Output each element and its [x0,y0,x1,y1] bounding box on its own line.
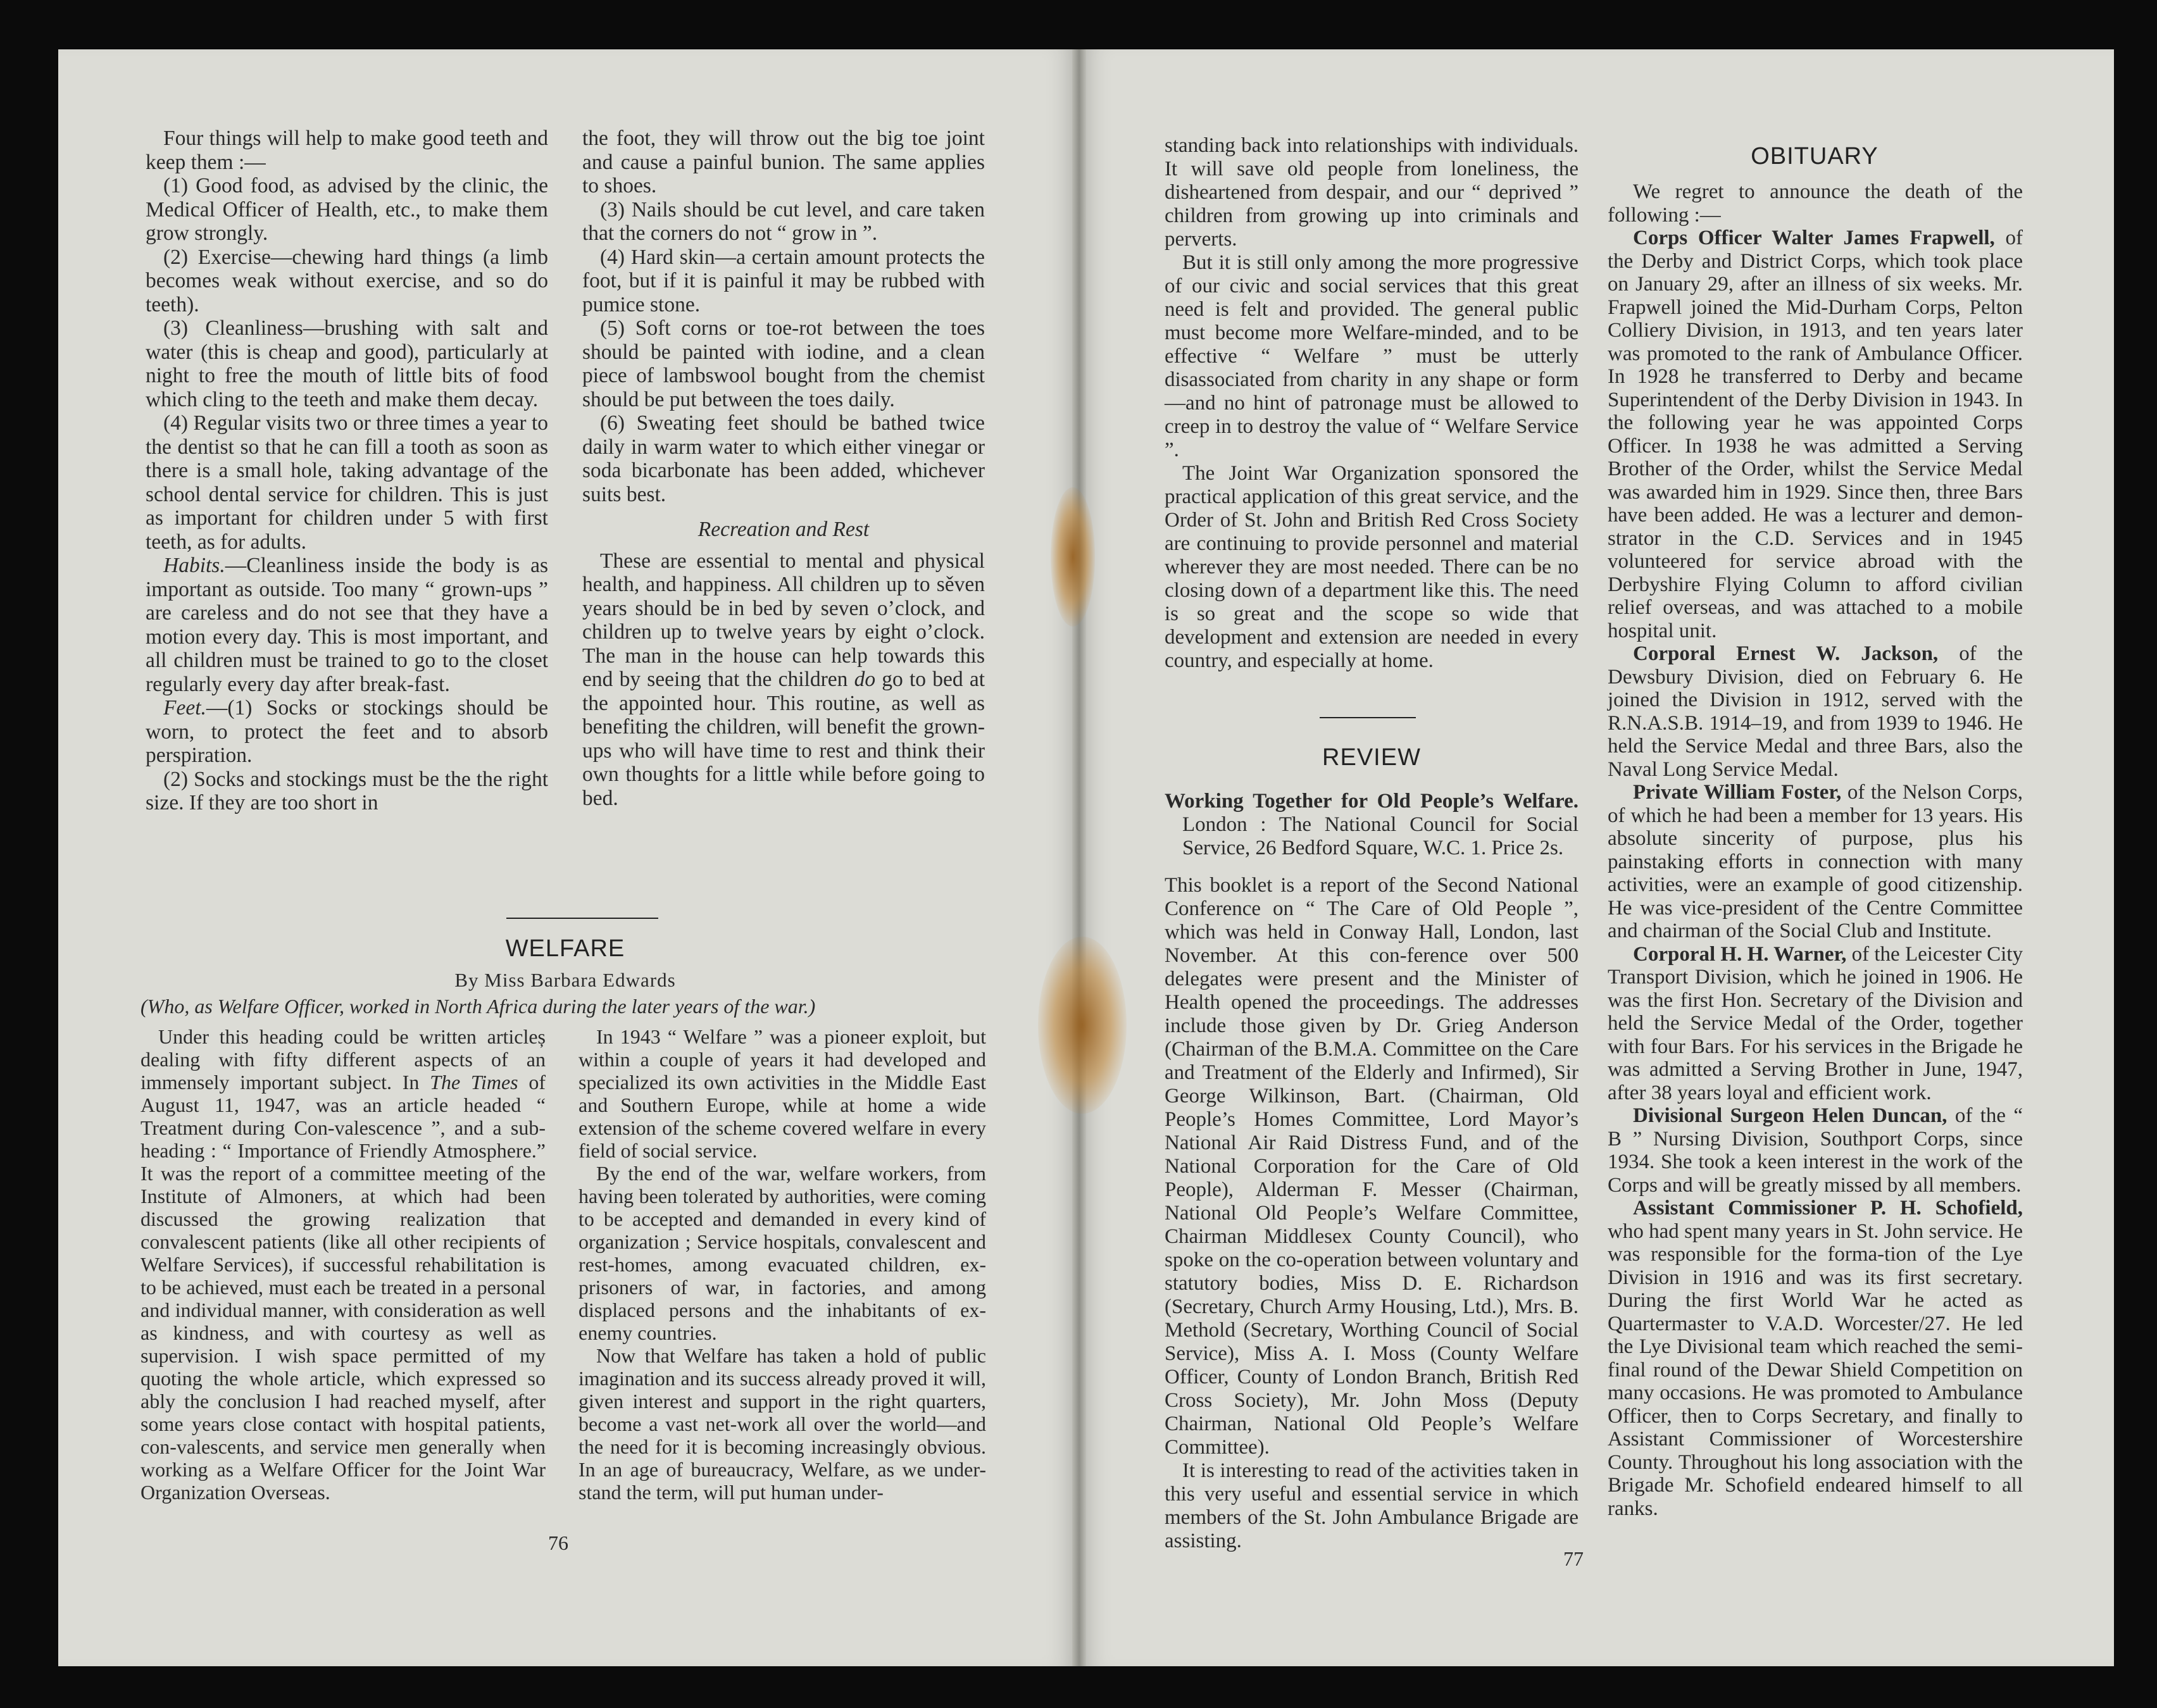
author-note: (Who, as Welfare Officer, worked in North Africa during the later years of the war.) [141,995,816,1018]
paragraph: standing back into relationships with individuals. It will save old people from loneliness, the disheartened from despair, and our “ deprived ” children from growing up into criminals and perverts. [1165,134,1579,251]
obituary-text: of the “ B ” Nursing Division, Southport Corps, since 1934. She took a keen interest in the work of the Corps and will be greatly missed by all members. [1608,1104,2023,1197]
book-spine [1072,49,1086,1666]
inline-label: Habits. [163,554,225,577]
obituary-name: Corps Officer Walter James Frapwell, [1633,227,1995,249]
section-divider [1320,717,1416,718]
section-divider [506,918,658,919]
paragraph: (2) Socks and stockings must be the the right size. If they are too short in [146,767,548,814]
obituary-name: Private William Foster, [1633,781,1842,804]
inline-label: Feet. [163,696,206,720]
obituary-name: Assistant Commissioner P. H. Schofield, [1633,1197,2023,1219]
book-details: London : The National Council for Social Service, 26 Bedford Square, W.C. 1. Price 2s. [1182,813,1579,859]
obituary-text: of the Derby and District Corps, which took place on January 29, after an illness of six weeks. Mr. Frapwell joined the Mid-Durham Corps, Pelton Colliery Division, in 1913, and ten years later was promoted to the rank of Ambulance Officer. In 1928 he transferred to Derby and became Superintendent of the Derby Division in 1943. In the following year he was appointed Corps Officer. In 1938 he was admitted a Serving Brother of the Order, whilst the Service Medal was awarded him in 1929. Since then, three Bars have been added. He was a lecturer and demon-strator in the C.D. Services and in 1945 volunteered for service abroad with the Derbyshire Flying Column to afford civilian relief overseas, and was attached to a mobile hospital unit. [1608,227,2023,642]
paragraph: Now that Welfare has taken a hold of public imagination and its success already proved it will, given interest and support in the right quarters, become a vast net-work all over the world—and the need for it is becoming increasingly obvious. In an age of bureaucracy, Welfare, as we under-stand the term, will put human under- [578,1344,986,1504]
stain-lower [1038,937,1127,1114]
paragraph: (4) Hard skin—a certain amount protects the foot, but if it is painful it may be rubbed with pumice stone. [582,245,985,316]
article-byline: By Miss Barbara Edwards [454,969,676,991]
emphasis: The Times [430,1071,518,1094]
page-number-right: 77 [1563,1547,1584,1570]
paragraph-text: of August 11, 1947, was an article headed “ Treatment during Con-valescence ”, and a sub-heading : “ Importance of Friendly Atmosphere.” It was the report of a committee meeting of the Institute of Almoners, at which had been discussed the growing realization that convalescent patients (like all other recipients of Welfare Services), if successful rehabilitation is to be achieved, must each be treated in a personal and individual manner, with consideration as well as kindness, and with courtesy as well as supervision. I wish space permitted of my quoting the whole article, which expressed so ably the conclusion I had reached myself, after some years close contact with hospital patients, con-valescents, and service men generally when working as a Welfare Officer for the Joint War Organization Overseas. [141,1071,546,1504]
paragraph-text: These are essential to mental and physical health, and happiness. All children up to sěven years should be in bed by seven o’clock, and children up to twelve years by eight o’clock. The man in the house can help towards this end by seeing that the children [582,549,985,691]
paragraph-text: Under this heading could be written articleș dealing with fifty different aspects of an immensely important subject. In [141,1025,546,1094]
obituary-text: of the Nelson Corps, of which he had been a member for 13 years. His absolute sincerity of purpose, plus his painstaking efforts in connection with many activities, were an example of good citizenship. He was vice-president of the Centre Committee and chairman of the Social Club and Institute. [1608,781,2023,942]
section-subheading: Recreation and Rest [697,518,870,541]
right-column-1 [1165,134,1579,673]
paragraph [582,549,985,811]
paragraph [141,1025,546,1504]
paragraph: (5) Soft corns or toe-rot between the toes should be painted with iodine, and a clean piece of lambswool bought from the chemist should be put between the toes daily. [582,316,985,411]
left-column-4 [578,1025,986,1504]
obituary-name: Corporal Ernest W. Jackson, [1633,642,1939,665]
paragraph-text: go to bed at the appointed hour. This routine, as well as benefiting the children, will benefit the grown-ups who will have time to rest and think their own thoughts for a little while before going to bed. [582,668,985,810]
obituary-text: who had spent many years in St. John service. He was responsible for the forma-tion of the Lye Division in 1916 and was its first secretary. During the first World War he acted as Quartermaster to V.A.D. Worcester/27. He led the Lye Divisional team which reached the semi-final round of the Dewar Shield Competition on many occasions. He was promoted to Ambulance Officer, then to Corps Secretary, and finally to Assistant Commissioner of Worcestershire County. Throughout his long association with the Brigade Mr. Schofield endeared himself to all ranks. [1608,1219,2023,1520]
paragraph-text: —Cleanliness inside the body is as important as outside. Too many “ grown-ups ” are careless and do not see that they have a motion every day. This is most important, and all children must be trained to go to the closet regularly every day after break-fast. [146,554,548,696]
paragraph: It is interesting to read of the activities taken in this very useful and essential service in which members of the St. John Ambulance Brigade are assisting. [1165,1459,1579,1552]
review-citation [1165,790,1579,860]
paragraph: This booklet is a report of the Second National Conference on “ The Care of Old People ”, which was held in Conway Hall, London, last November. At this con-ference over 500 delegates were present and the Minister of Health opened the proceedings. The addresses include those given by Dr. Grieg Anderson (Chairman of the B.M.A. Committee on the Care and Treatment of the Elderly and Infirmed), Sir George Wilkinson, Bart. (Chairman, Old People’s Homes Committee, Lord Mayor’s National Air Raid Distress Fund, and of the National Corporation for the Care of Old People), Alderman F. Messer (Chairman, National Old People’s Welfare Committee, Chairman Middlesex County Council), who spoke on the co-operation between voluntary and statutory bodies, Miss D. E. Richardson (Secretary, Church Army Housing, Ltd.), Mrs. B. Methold (Secretary, Worthing Council of Social Service), Miss A. I. Moss (County Welfare Officer, County of London Branch, British Red Cross Society), Mr. John Moss (Deputy Chairman, National Old People’s Welfare Committee). [1165,874,1579,1459]
paragraph: the foot, they will throw out the big toe joint and cause a painful bunion. The same applies to shoes. [582,127,985,197]
review-section [1165,790,1579,1553]
obituary-entry [1608,1197,2023,1520]
emphasis: do [854,668,876,691]
stain-upper [1051,487,1095,626]
paragraph-text: —(1) Socks or stockings should be worn, to protect the feet and to absorb perspiration. [146,696,548,767]
review-heading: REVIEW [1322,744,1421,771]
obituary-entry [1608,642,2023,781]
paragraph: The Joint War Organization sponsored the practical application of this great service, and the Order of St. John and British Red Cross Society are continuing to provide personnel and material wherever they are most needed. There can be no closing down of a department like this. The need is so great and the scope so wide that development and extension are needed in every country, and especially at home. [1165,462,1579,672]
obituary-entry [1608,227,2023,642]
book-title: Working Together for Old People’s Welfare. [1165,790,1579,813]
paragraph: By the end of the war, welfare workers, from having been tolerated by authorities, were coming to be accepted and demanded in every kind of organization ; Service hospitals, convalescent and rest-homes, among evacuated children, ex-prisoners of war, in factories, and among displaced persons and the inhabitants of ex-enemy countries. [578,1162,986,1344]
left-column-1 [146,127,548,815]
paragraph: (3) Cleanliness—brushing with salt and water (this is cheap and good), particularly at night to free the mouth of little bits of food which cling to the teeth and make them decay. [146,316,548,411]
paragraph: (1) Good food, as advised by the clinic, the Medical Officer of Health, etc., to make them grow strongly. [146,174,548,245]
obituary-text: of the Leicester City Transport Division, which he joined in 1906. He was the first Hon. Secretary of the Division and held the Service Medal of the Order, together with four Bars. For his services in the Brigade he was admitted a Serving Brother in June, 1947, after 38 years loyal and efficient work. [1608,942,2023,1104]
obituary-text: of the Dewsbury Division, died on February 6. He joined the Division in 1912, served with the R.N.A.S.B. 1914–19, and from 1939 to 1946. He held the Service Medal and three Bars, also the Naval Long Service Medal. [1608,642,2023,781]
obituary-name: Corporal H. H. Warner, [1633,942,1847,966]
obituary-heading: OBITUARY [1751,143,1879,170]
obituary-entry [1608,943,2023,1105]
paragraph: In 1943 “ Welfare ” was a pioneer exploit, but within a couple of years it had developed and specialized its own activities in the Middle East and Southern Europe, while at home a wide extension of the scheme covered welfare in every field of social service. [578,1025,986,1162]
paragraph: (4) Regular visits two or three times a year to the dentist so that he can fill a tooth as soon as there is a small hole, taking advantage of the school dental service for children. This is just as important for children under 5 with first teeth, as for adults. [146,411,548,554]
left-column-2 [582,127,985,810]
page-number-left: 76 [548,1531,568,1554]
obituary-entry [1608,1104,2023,1197]
paragraph: (6) Sweating feet should be bathed twice daily in warm water to which either vinegar or soda bicarbonate has been added, whichever suits best. [582,411,985,506]
welfare-heading: WELFARE [505,935,625,962]
obituary-intro: We regret to announce the death of the following :— [1608,180,2023,227]
paragraph: Four things will help to make good teeth and keep them :— [146,127,548,174]
left-column-3 [141,1025,546,1504]
obituary-name: Divisional Surgeon Helen Duncan, [1633,1104,1948,1127]
paragraph: But it is still only among the more progressive of our civic and social services that this great need is felt and provided. The general public must become more Welfare-minded, and to be effective “ Welfare ” must be utterly disassociated from charity in any shape or form—and no hint of patronage must be allowed to creep in to destroy the value of “ Welfare Service ”. [1165,251,1579,461]
obituary-section [1608,180,2023,1520]
obituary-entry [1608,781,2023,943]
paragraph [146,554,548,696]
paragraph: (3) Nails should be cut level, and care taken that the corners do not “ grow in ”. [582,197,985,245]
paragraph: (2) Exercise—chewing hard things (a limb becomes weak without exercise, and so do teeth). [146,245,548,316]
paragraph [146,696,548,768]
